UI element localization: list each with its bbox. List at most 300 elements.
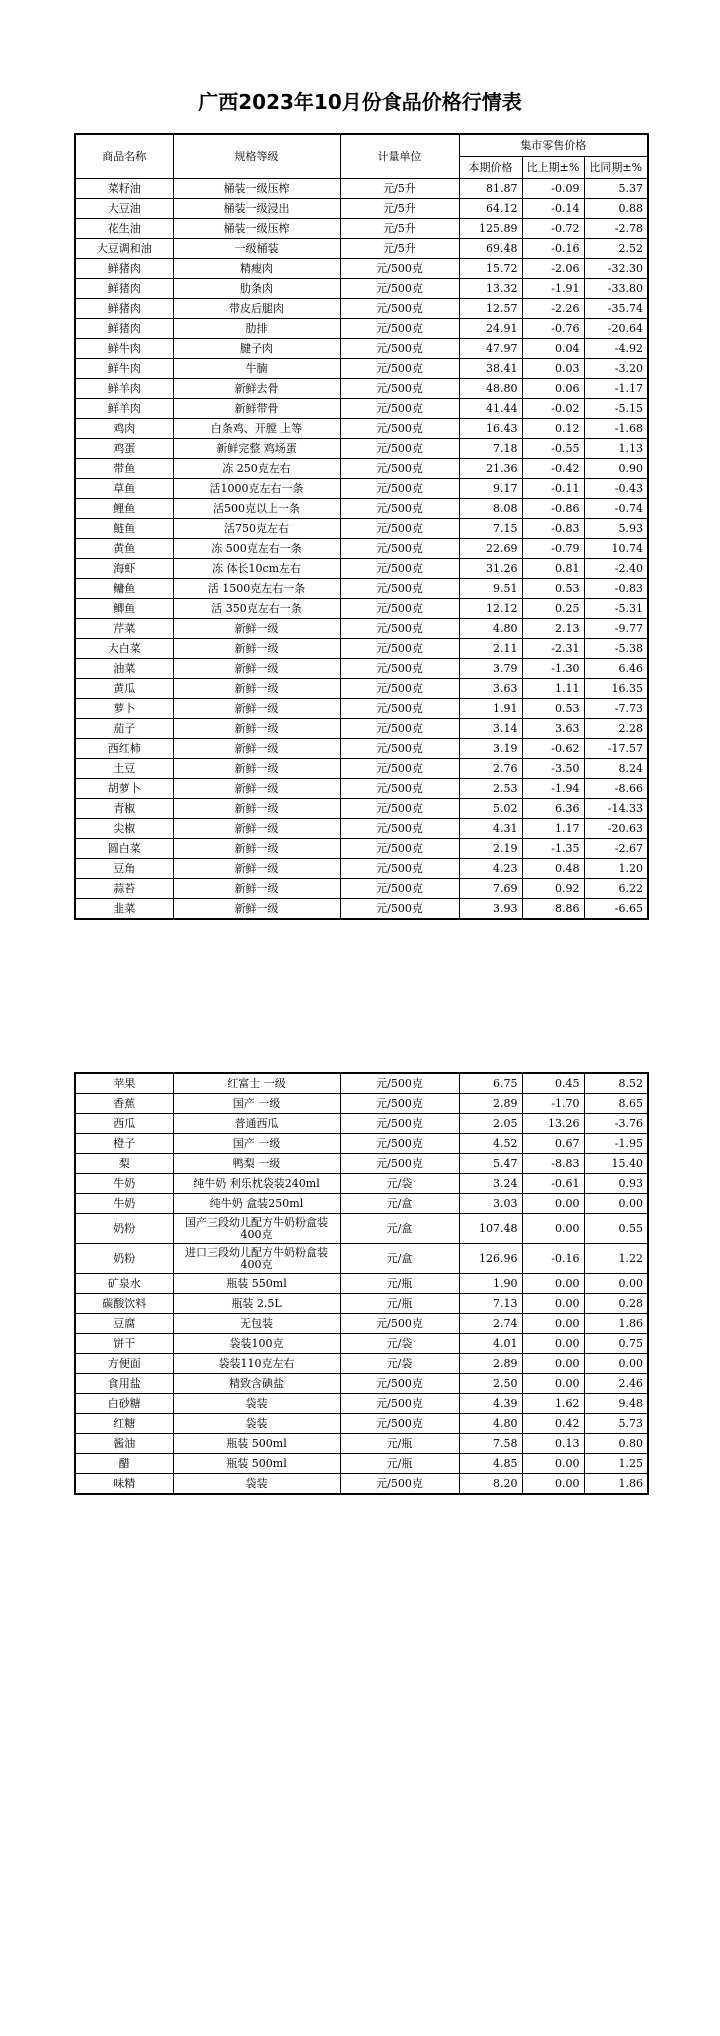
cell-yoy: -0.83 bbox=[584, 579, 648, 599]
table-row bbox=[75, 879, 648, 899]
cell-yoy: 0.88 bbox=[584, 199, 648, 219]
table-row bbox=[75, 839, 648, 859]
table-row bbox=[75, 1434, 648, 1454]
cell-unit: 元/500克 bbox=[340, 899, 459, 920]
table-row bbox=[75, 779, 648, 799]
cell-mom: 0.67 bbox=[522, 1134, 584, 1154]
cell-unit: 元/500克 bbox=[340, 459, 459, 479]
cell-price: 3.14 bbox=[459, 719, 522, 739]
cell-price: 126.96 bbox=[459, 1244, 522, 1274]
cell-mom: 6.36 bbox=[522, 799, 584, 819]
cell-unit: 元/500克 bbox=[340, 839, 459, 859]
cell-unit: 元/500克 bbox=[340, 1314, 459, 1334]
cell-price: 1.91 bbox=[459, 699, 522, 719]
cell-spec: 袋装 bbox=[173, 1414, 340, 1434]
cell-spec: 瓶装 500ml bbox=[173, 1434, 340, 1454]
table-row bbox=[75, 1314, 648, 1334]
cell-mom: -0.16 bbox=[522, 239, 584, 259]
cell-yoy: 0.28 bbox=[584, 1294, 648, 1314]
cell-price: 3.24 bbox=[459, 1174, 522, 1194]
table-row bbox=[75, 259, 648, 279]
header-mom-change: 比上期±% bbox=[522, 157, 584, 179]
table-row bbox=[75, 799, 648, 819]
cell-spec: 新鲜一级 bbox=[173, 659, 340, 679]
cell-unit: 元/500克 bbox=[340, 579, 459, 599]
cell-unit: 元/500克 bbox=[340, 1414, 459, 1434]
cell-name: 味精 bbox=[75, 1474, 173, 1495]
cell-mom: 0.00 bbox=[522, 1454, 584, 1474]
cell-name: 西红柿 bbox=[75, 739, 173, 759]
cell-unit: 元/500克 bbox=[340, 339, 459, 359]
cell-spec: 新鲜一级 bbox=[173, 859, 340, 879]
cell-price: 22.69 bbox=[459, 539, 522, 559]
cell-name: 菜籽油 bbox=[75, 179, 173, 199]
cell-unit: 元/500克 bbox=[340, 1394, 459, 1414]
cell-yoy: 1.25 bbox=[584, 1454, 648, 1474]
cell-mom: 0.12 bbox=[522, 419, 584, 439]
cell-spec: 新鲜一级 bbox=[173, 619, 340, 639]
cell-price: 64.12 bbox=[459, 199, 522, 219]
cell-name: 豆腐 bbox=[75, 1314, 173, 1334]
cell-spec: 肋排 bbox=[173, 319, 340, 339]
cell-price: 4.80 bbox=[459, 619, 522, 639]
cell-spec: 肋条肉 bbox=[173, 279, 340, 299]
cell-mom: -0.79 bbox=[522, 539, 584, 559]
cell-name: 茄子 bbox=[75, 719, 173, 739]
cell-yoy: -2.78 bbox=[584, 219, 648, 239]
cell-name: 鳙鱼 bbox=[75, 579, 173, 599]
cell-yoy: 0.80 bbox=[584, 1434, 648, 1454]
cell-price: 3.63 bbox=[459, 679, 522, 699]
table-row bbox=[75, 1154, 648, 1174]
cell-mom: 0.48 bbox=[522, 859, 584, 879]
table-row bbox=[75, 279, 648, 299]
cell-unit: 元/500克 bbox=[340, 519, 459, 539]
cell-mom: 0.53 bbox=[522, 699, 584, 719]
cell-mom: 0.13 bbox=[522, 1434, 584, 1454]
cell-mom: 2.13 bbox=[522, 619, 584, 639]
cell-mom: -0.02 bbox=[522, 399, 584, 419]
cell-spec: 纯牛奶 盒装250ml bbox=[173, 1194, 340, 1214]
cell-yoy: -1.68 bbox=[584, 419, 648, 439]
cell-yoy: 10.74 bbox=[584, 539, 648, 559]
cell-price: 7.18 bbox=[459, 439, 522, 459]
header-yoy-change: 比同期±% bbox=[584, 157, 648, 179]
cell-spec: 新鲜去骨 bbox=[173, 379, 340, 399]
cell-unit: 元/袋 bbox=[340, 1334, 459, 1354]
cell-spec: 一级桶装 bbox=[173, 239, 340, 259]
cell-name: 白砂糖 bbox=[75, 1394, 173, 1414]
cell-name: 方便面 bbox=[75, 1354, 173, 1374]
cell-spec: 新鲜一级 bbox=[173, 899, 340, 920]
cell-name: 油菜 bbox=[75, 659, 173, 679]
cell-spec: 冻 500克左右一条 bbox=[173, 539, 340, 559]
cell-spec: 活750克左右 bbox=[173, 519, 340, 539]
cell-unit: 元/500克 bbox=[340, 559, 459, 579]
table-row bbox=[75, 219, 648, 239]
table-row bbox=[75, 1294, 648, 1314]
cell-mom: -0.16 bbox=[522, 1244, 584, 1274]
cell-price: 5.02 bbox=[459, 799, 522, 819]
table-row bbox=[75, 319, 648, 339]
cell-price: 7.15 bbox=[459, 519, 522, 539]
cell-unit: 元/5升 bbox=[340, 219, 459, 239]
cell-mom: 0.92 bbox=[522, 879, 584, 899]
header-unit: 计量单位 bbox=[340, 134, 459, 179]
cell-spec: 新鲜一级 bbox=[173, 739, 340, 759]
cell-price: 4.85 bbox=[459, 1454, 522, 1474]
table-row bbox=[75, 579, 648, 599]
cell-spec: 国产三段幼儿配方牛奶粉盒装400克 bbox=[173, 1214, 340, 1244]
cell-mom: 0.03 bbox=[522, 359, 584, 379]
cell-unit: 元/500克 bbox=[340, 479, 459, 499]
cell-mom: -0.11 bbox=[522, 479, 584, 499]
table-row bbox=[75, 379, 648, 399]
cell-name: 鲜羊肉 bbox=[75, 399, 173, 419]
cell-spec: 新鲜一级 bbox=[173, 839, 340, 859]
cell-price: 2.05 bbox=[459, 1114, 522, 1134]
cell-mom: 0.81 bbox=[522, 559, 584, 579]
cell-unit: 元/500克 bbox=[340, 259, 459, 279]
cell-price: 2.74 bbox=[459, 1314, 522, 1334]
table-row bbox=[75, 1414, 648, 1434]
cell-mom: 0.00 bbox=[522, 1314, 584, 1334]
cell-yoy: -1.17 bbox=[584, 379, 648, 399]
cell-mom: 0.00 bbox=[522, 1474, 584, 1495]
cell-yoy: -17.57 bbox=[584, 739, 648, 759]
cell-name: 苹果 bbox=[75, 1073, 173, 1094]
cell-spec: 冻 250克左右 bbox=[173, 459, 340, 479]
cell-yoy: 8.52 bbox=[584, 1073, 648, 1094]
cell-spec: 国产 一级 bbox=[173, 1094, 340, 1114]
cell-mom: -0.42 bbox=[522, 459, 584, 479]
cell-unit: 元/500克 bbox=[340, 819, 459, 839]
cell-name: 梨 bbox=[75, 1154, 173, 1174]
cell-spec: 新鲜完整 鸡场蛋 bbox=[173, 439, 340, 459]
cell-price: 9.17 bbox=[459, 479, 522, 499]
table-row bbox=[75, 1174, 648, 1194]
cell-unit: 元/袋 bbox=[340, 1174, 459, 1194]
cell-price: 48.80 bbox=[459, 379, 522, 399]
cell-unit: 元/500克 bbox=[340, 1134, 459, 1154]
cell-price: 6.75 bbox=[459, 1073, 522, 1094]
cell-price: 12.12 bbox=[459, 599, 522, 619]
cell-name: 鲜牛肉 bbox=[75, 359, 173, 379]
cell-mom: -2.26 bbox=[522, 299, 584, 319]
cell-price: 2.89 bbox=[459, 1094, 522, 1114]
cell-spec: 桶装一级压榨 bbox=[173, 179, 340, 199]
cell-name: 醋 bbox=[75, 1454, 173, 1474]
cell-spec: 新鲜一级 bbox=[173, 759, 340, 779]
cell-spec: 瓶装 550ml bbox=[173, 1274, 340, 1294]
table-row bbox=[75, 619, 648, 639]
cell-mom: -1.91 bbox=[522, 279, 584, 299]
table-row bbox=[75, 719, 648, 739]
cell-mom: -0.76 bbox=[522, 319, 584, 339]
cell-name: 鸡肉 bbox=[75, 419, 173, 439]
cell-yoy: 15.40 bbox=[584, 1154, 648, 1174]
cell-price: 125.89 bbox=[459, 219, 522, 239]
cell-price: 2.50 bbox=[459, 1374, 522, 1394]
cell-unit: 元/500克 bbox=[340, 1094, 459, 1114]
cell-spec: 进口三段幼儿配方牛奶粉盒装400克 bbox=[173, 1244, 340, 1274]
cell-spec: 新鲜一级 bbox=[173, 779, 340, 799]
cell-name: 奶粉 bbox=[75, 1214, 173, 1244]
cell-yoy: -2.67 bbox=[584, 839, 648, 859]
cell-mom: -0.83 bbox=[522, 519, 584, 539]
table-row bbox=[75, 1094, 648, 1114]
cell-yoy: 0.55 bbox=[584, 1214, 648, 1244]
cell-mom: 0.00 bbox=[522, 1374, 584, 1394]
cell-mom: 3.63 bbox=[522, 719, 584, 739]
cell-price: 47.97 bbox=[459, 339, 522, 359]
cell-price: 4.23 bbox=[459, 859, 522, 879]
cell-mom: 0.00 bbox=[522, 1214, 584, 1244]
cell-mom: 0.45 bbox=[522, 1073, 584, 1094]
table-row bbox=[75, 659, 648, 679]
cell-price: 2.53 bbox=[459, 779, 522, 799]
cell-unit: 元/500克 bbox=[340, 279, 459, 299]
cell-price: 41.44 bbox=[459, 399, 522, 419]
cell-price: 3.79 bbox=[459, 659, 522, 679]
cell-mom: 0.06 bbox=[522, 379, 584, 399]
cell-mom: -0.61 bbox=[522, 1174, 584, 1194]
header-spec: 规格等级 bbox=[173, 134, 340, 179]
cell-unit: 元/500克 bbox=[340, 799, 459, 819]
table-row bbox=[75, 299, 648, 319]
cell-unit: 元/500克 bbox=[340, 619, 459, 639]
table-row bbox=[75, 179, 648, 199]
cell-name: 韭菜 bbox=[75, 899, 173, 920]
cell-unit: 元/500克 bbox=[340, 879, 459, 899]
cell-name: 黄瓜 bbox=[75, 679, 173, 699]
cell-name: 红糖 bbox=[75, 1414, 173, 1434]
cell-yoy: -8.66 bbox=[584, 779, 648, 799]
header-market-retail-price: 集市零售价格 bbox=[459, 134, 648, 157]
cell-name: 豆角 bbox=[75, 859, 173, 879]
cell-name: 萝卜 bbox=[75, 699, 173, 719]
cell-yoy: -33.80 bbox=[584, 279, 648, 299]
cell-spec: 袋装 bbox=[173, 1394, 340, 1414]
cell-spec: 新鲜一级 bbox=[173, 879, 340, 899]
cell-yoy: 0.00 bbox=[584, 1354, 648, 1374]
cell-mom: 0.42 bbox=[522, 1414, 584, 1434]
cell-spec: 袋装 bbox=[173, 1474, 340, 1495]
cell-price: 24.91 bbox=[459, 319, 522, 339]
cell-yoy: -7.73 bbox=[584, 699, 648, 719]
cell-price: 107.48 bbox=[459, 1214, 522, 1244]
cell-name: 鲫鱼 bbox=[75, 599, 173, 619]
cell-yoy: 1.86 bbox=[584, 1314, 648, 1334]
cell-spec: 牛腩 bbox=[173, 359, 340, 379]
cell-price: 38.41 bbox=[459, 359, 522, 379]
cell-mom: 0.00 bbox=[522, 1294, 584, 1314]
cell-spec: 新鲜带骨 bbox=[173, 399, 340, 419]
cell-price: 81.87 bbox=[459, 179, 522, 199]
cell-name: 鲜猪肉 bbox=[75, 299, 173, 319]
cell-mom: 0.00 bbox=[522, 1354, 584, 1374]
cell-name: 尖椒 bbox=[75, 819, 173, 839]
cell-mom: -2.31 bbox=[522, 639, 584, 659]
cell-price: 21.36 bbox=[459, 459, 522, 479]
cell-name: 大豆调和油 bbox=[75, 239, 173, 259]
cell-unit: 元/5升 bbox=[340, 199, 459, 219]
cell-mom: -1.70 bbox=[522, 1094, 584, 1114]
cell-unit: 元/盒 bbox=[340, 1244, 459, 1274]
cell-name: 蒜苔 bbox=[75, 879, 173, 899]
price-table-part-1 bbox=[74, 133, 649, 920]
cell-yoy: 5.73 bbox=[584, 1414, 648, 1434]
cell-unit: 元/500克 bbox=[340, 379, 459, 399]
cell-yoy: 6.22 bbox=[584, 879, 648, 899]
cell-yoy: 0.93 bbox=[584, 1174, 648, 1194]
price-table-part-2 bbox=[74, 1072, 649, 1495]
cell-unit: 元/500克 bbox=[340, 1154, 459, 1174]
cell-price: 3.93 bbox=[459, 899, 522, 920]
cell-unit: 元/500克 bbox=[340, 1073, 459, 1094]
table-row bbox=[75, 1274, 648, 1294]
cell-yoy: -20.64 bbox=[584, 319, 648, 339]
cell-mom: 1.62 bbox=[522, 1394, 584, 1414]
cell-yoy: 1.13 bbox=[584, 439, 648, 459]
cell-name: 牛奶 bbox=[75, 1194, 173, 1214]
cell-name: 橙子 bbox=[75, 1134, 173, 1154]
cell-unit: 元/盒 bbox=[340, 1214, 459, 1244]
table-row bbox=[75, 1114, 648, 1134]
table-row bbox=[75, 1334, 648, 1354]
cell-name: 鲜猪肉 bbox=[75, 319, 173, 339]
cell-yoy: 9.48 bbox=[584, 1394, 648, 1414]
cell-yoy: 5.93 bbox=[584, 519, 648, 539]
cell-unit: 元/500克 bbox=[340, 759, 459, 779]
table-row bbox=[75, 1474, 648, 1495]
cell-spec: 新鲜一级 bbox=[173, 699, 340, 719]
cell-name: 芹菜 bbox=[75, 619, 173, 639]
cell-spec: 新鲜一级 bbox=[173, 679, 340, 699]
cell-name: 青椒 bbox=[75, 799, 173, 819]
cell-mom: -1.35 bbox=[522, 839, 584, 859]
table-row bbox=[75, 1194, 648, 1214]
cell-mom: 1.11 bbox=[522, 679, 584, 699]
cell-name: 鲢鱼 bbox=[75, 519, 173, 539]
table-row bbox=[75, 479, 648, 499]
cell-name: 鲜猪肉 bbox=[75, 259, 173, 279]
cell-yoy: 1.22 bbox=[584, 1244, 648, 1274]
cell-price: 2.76 bbox=[459, 759, 522, 779]
cell-unit: 元/5升 bbox=[340, 179, 459, 199]
table-row bbox=[75, 1354, 648, 1374]
cell-price: 12.57 bbox=[459, 299, 522, 319]
cell-yoy: -14.33 bbox=[584, 799, 648, 819]
cell-yoy: 6.46 bbox=[584, 659, 648, 679]
cell-price: 1.90 bbox=[459, 1274, 522, 1294]
cell-name: 鸡蛋 bbox=[75, 439, 173, 459]
cell-spec: 活 1500克左右一条 bbox=[173, 579, 340, 599]
cell-price: 7.13 bbox=[459, 1294, 522, 1314]
cell-yoy: 8.24 bbox=[584, 759, 648, 779]
cell-mom: 0.53 bbox=[522, 579, 584, 599]
cell-mom: -0.09 bbox=[522, 179, 584, 199]
cell-yoy: -0.43 bbox=[584, 479, 648, 499]
cell-spec: 精致含碘盐 bbox=[173, 1374, 340, 1394]
cell-spec: 瓶装 500ml bbox=[173, 1454, 340, 1474]
cell-unit: 元/500克 bbox=[340, 419, 459, 439]
cell-spec: 袋装100克 bbox=[173, 1334, 340, 1354]
cell-yoy: -0.74 bbox=[584, 499, 648, 519]
table-row bbox=[75, 759, 648, 779]
cell-yoy: 2.46 bbox=[584, 1374, 648, 1394]
cell-yoy: -5.31 bbox=[584, 599, 648, 619]
cell-price: 2.19 bbox=[459, 839, 522, 859]
cell-spec: 活 350克左右一条 bbox=[173, 599, 340, 619]
cell-spec: 新鲜一级 bbox=[173, 639, 340, 659]
cell-spec: 袋装110克左右 bbox=[173, 1354, 340, 1374]
cell-spec: 鸭梨 一级 bbox=[173, 1154, 340, 1174]
cell-spec: 精瘦肉 bbox=[173, 259, 340, 279]
cell-name: 大白菜 bbox=[75, 639, 173, 659]
cell-yoy: 0.00 bbox=[584, 1194, 648, 1214]
cell-unit: 元/5升 bbox=[340, 239, 459, 259]
table-body-1 bbox=[75, 179, 648, 920]
table-row bbox=[75, 1244, 648, 1274]
cell-name: 花生油 bbox=[75, 219, 173, 239]
cell-spec: 纯牛奶 利乐枕袋装240ml bbox=[173, 1174, 340, 1194]
cell-unit: 元/500克 bbox=[340, 739, 459, 759]
cell-price: 4.39 bbox=[459, 1394, 522, 1414]
table-row bbox=[75, 639, 648, 659]
cell-yoy: -5.15 bbox=[584, 399, 648, 419]
cell-name: 矿泉水 bbox=[75, 1274, 173, 1294]
cell-unit: 元/500克 bbox=[340, 859, 459, 879]
table-row bbox=[75, 679, 648, 699]
cell-name: 草鱼 bbox=[75, 479, 173, 499]
table-row bbox=[75, 1214, 648, 1244]
cell-mom: 0.00 bbox=[522, 1274, 584, 1294]
cell-yoy: -6.65 bbox=[584, 899, 648, 920]
cell-name: 西瓜 bbox=[75, 1114, 173, 1134]
cell-price: 8.20 bbox=[459, 1474, 522, 1495]
cell-spec: 白条鸡、开膛 上等 bbox=[173, 419, 340, 439]
table-row bbox=[75, 359, 648, 379]
cell-name: 带鱼 bbox=[75, 459, 173, 479]
cell-mom: -0.55 bbox=[522, 439, 584, 459]
cell-spec: 桶装一级压榨 bbox=[173, 219, 340, 239]
cell-name: 胡萝卜 bbox=[75, 779, 173, 799]
cell-mom: -3.50 bbox=[522, 759, 584, 779]
cell-spec: 普通西瓜 bbox=[173, 1114, 340, 1134]
cell-name: 奶粉 bbox=[75, 1244, 173, 1274]
cell-yoy: 0.90 bbox=[584, 459, 648, 479]
cell-mom: 8.86 bbox=[522, 899, 584, 920]
cell-yoy: -20.63 bbox=[584, 819, 648, 839]
table-row bbox=[75, 499, 648, 519]
cell-spec: 桶装一级浸出 bbox=[173, 199, 340, 219]
cell-yoy: -2.40 bbox=[584, 559, 648, 579]
cell-mom: 1.17 bbox=[522, 819, 584, 839]
table-row bbox=[75, 199, 648, 219]
cell-unit: 元/500克 bbox=[340, 319, 459, 339]
table-row bbox=[75, 859, 648, 879]
cell-price: 69.48 bbox=[459, 239, 522, 259]
cell-unit: 元/500克 bbox=[340, 1374, 459, 1394]
cell-yoy: -3.76 bbox=[584, 1114, 648, 1134]
table-row bbox=[75, 699, 648, 719]
cell-yoy: -35.74 bbox=[584, 299, 648, 319]
cell-unit: 元/瓶 bbox=[340, 1454, 459, 1474]
cell-yoy: -9.77 bbox=[584, 619, 648, 639]
cell-price: 2.11 bbox=[459, 639, 522, 659]
cell-price: 7.69 bbox=[459, 879, 522, 899]
